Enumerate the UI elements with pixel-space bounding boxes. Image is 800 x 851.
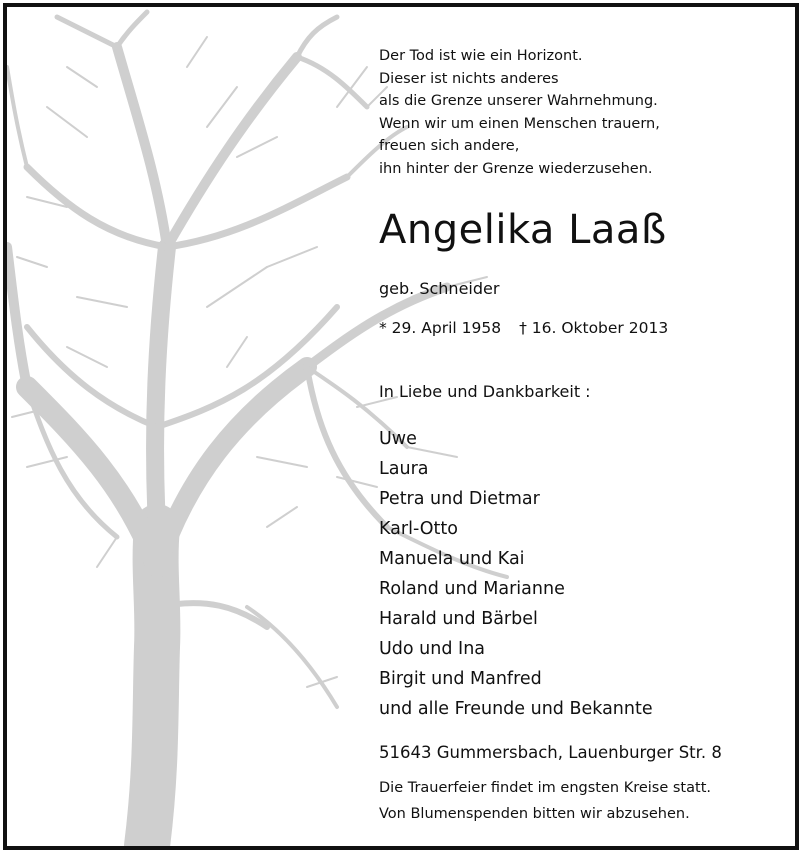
deceased-name: Angelika Laaß xyxy=(379,207,667,253)
poem-line: freuen sich andere, xyxy=(379,138,520,155)
funeral-notice xyxy=(379,775,711,827)
mourner-entry: Uwe xyxy=(379,429,417,449)
life-dates xyxy=(379,319,668,337)
mourners-list xyxy=(379,424,653,724)
address: 51643 Gummersbach, Lauenburger Str. 8 xyxy=(379,743,722,762)
mourner-entry: Petra und Dietmar xyxy=(379,489,540,509)
obituary-frame xyxy=(3,3,799,850)
mourners-intro: In Liebe und Dankbarkeit : xyxy=(379,382,591,401)
mourner-entry: und alle Freunde und Bekannte xyxy=(379,699,653,719)
mourner-entry: Laura xyxy=(379,459,429,479)
mourner-entry: Karl-Otto xyxy=(379,519,458,539)
poem-line: Der Tod ist wie ein Horizont. xyxy=(379,48,583,64)
birth-date: * 29. April 1958 xyxy=(379,319,502,337)
notice-line: Die Trauerfeier findet im engsten Kreise statt. xyxy=(379,780,711,796)
born-name: geb. Schneider xyxy=(379,279,500,298)
poem-line: Wenn wir um einen Menschen trauern, xyxy=(379,115,660,132)
mourner-entry: Harald und Bärbel xyxy=(379,609,538,629)
poem-line: als die Grenze unserer Wahrnehmung. xyxy=(379,93,658,110)
poem xyxy=(379,45,660,181)
mourner-entry: Roland und Marianne xyxy=(379,579,565,599)
notice-line: Von Blumenspenden bitten wir abzusehen. xyxy=(379,806,690,822)
mourner-entry: Birgit und Manfred xyxy=(379,669,542,689)
mourner-entry: Manuela und Kai xyxy=(379,549,525,569)
poem-line: ihn hinter der Grenze wiederzusehen. xyxy=(379,160,653,177)
poem-line: Dieser ist nichts anderes xyxy=(379,70,559,87)
death-date: † 16. Oktober 2013 xyxy=(519,319,669,337)
mourner-entry: Udo und Ina xyxy=(379,639,486,659)
